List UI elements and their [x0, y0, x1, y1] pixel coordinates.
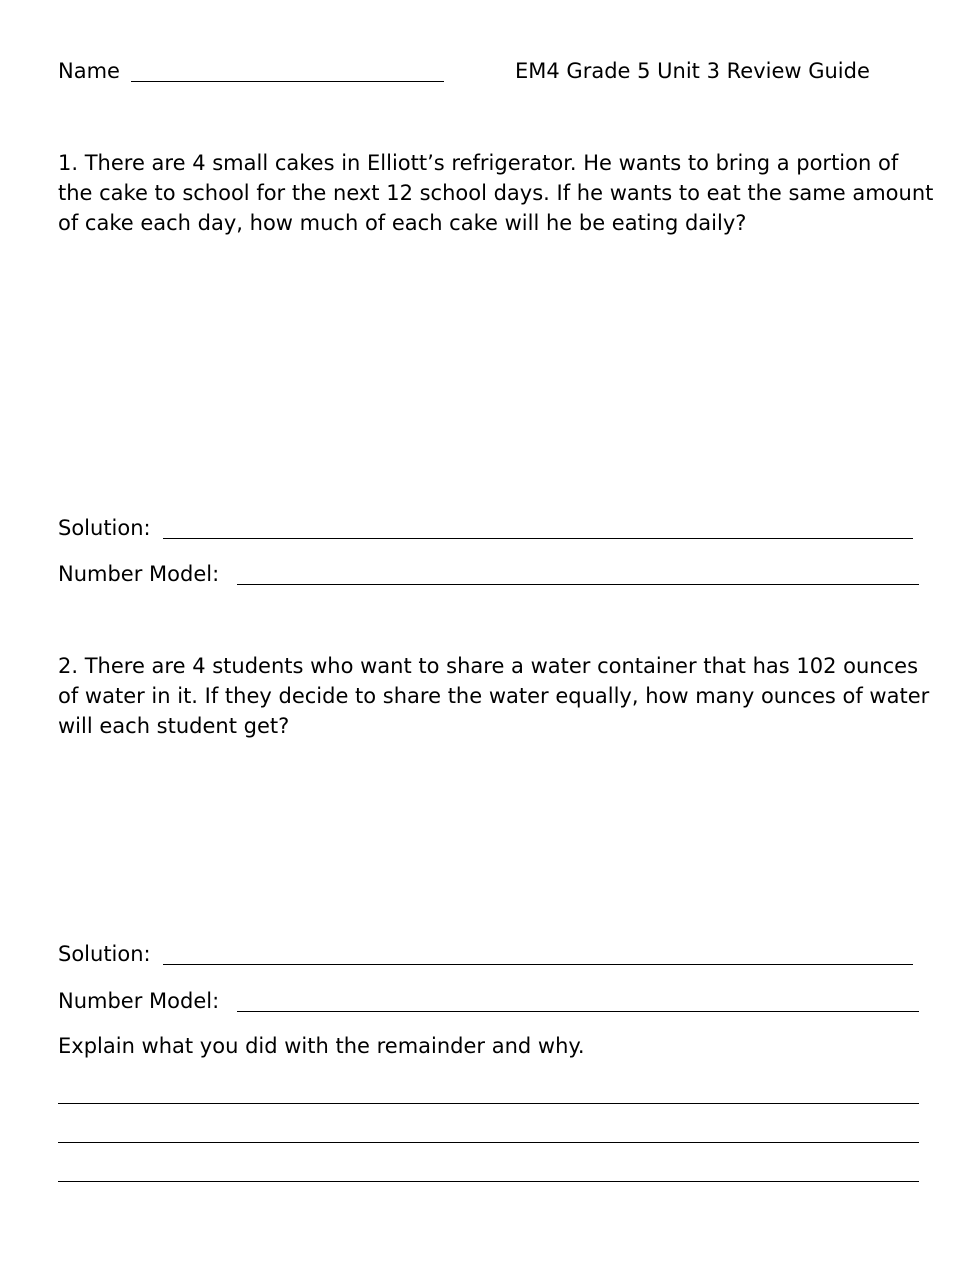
question-2-work-area[interactable]: [58, 750, 918, 925]
question-2-text: There are 4 students who want to share a water container that has 102 ounces of water in it. If they decide to share the water equally, how many ounces of water will each student get?: [58, 654, 930, 738]
question-1-solution-label: Solution:: [58, 516, 151, 540]
question-2: [58, 651, 938, 741]
question-1-solution-field[interactable]: [163, 538, 913, 539]
explain-prompt: Explain what you did with the remainder and why.: [58, 1034, 585, 1058]
question-1-number-model-label: Number Model:: [58, 562, 220, 586]
question-1-work-area[interactable]: [58, 275, 918, 500]
question-1: [58, 148, 938, 238]
question-2-number-model-label: Number Model:: [58, 989, 220, 1013]
question-2-number-model-field[interactable]: [237, 1011, 919, 1012]
name-field[interactable]: [131, 81, 444, 82]
explain-answer-line-2[interactable]: [58, 1142, 919, 1143]
question-2-solution-field[interactable]: [163, 964, 913, 965]
explain-answer-line-1[interactable]: [58, 1103, 919, 1104]
question-1-number-model-field[interactable]: [237, 584, 919, 585]
question-1-number: 1.: [58, 151, 79, 175]
explain-answer-line-3[interactable]: [58, 1181, 919, 1182]
question-2-solution-label: Solution:: [58, 942, 151, 966]
question-1-text: There are 4 small cakes in Elliott’s refrigerator. He wants to bring a portion of the cake to school for the next 12 school days. If he wants to eat the same amount of cake each day, how much of each cake will he be eating daily?: [58, 151, 934, 235]
name-label: Name: [58, 59, 120, 83]
page-title: EM4 Grade 5 Unit 3 Review Guide: [515, 59, 870, 83]
question-2-number: 2.: [58, 654, 79, 678]
